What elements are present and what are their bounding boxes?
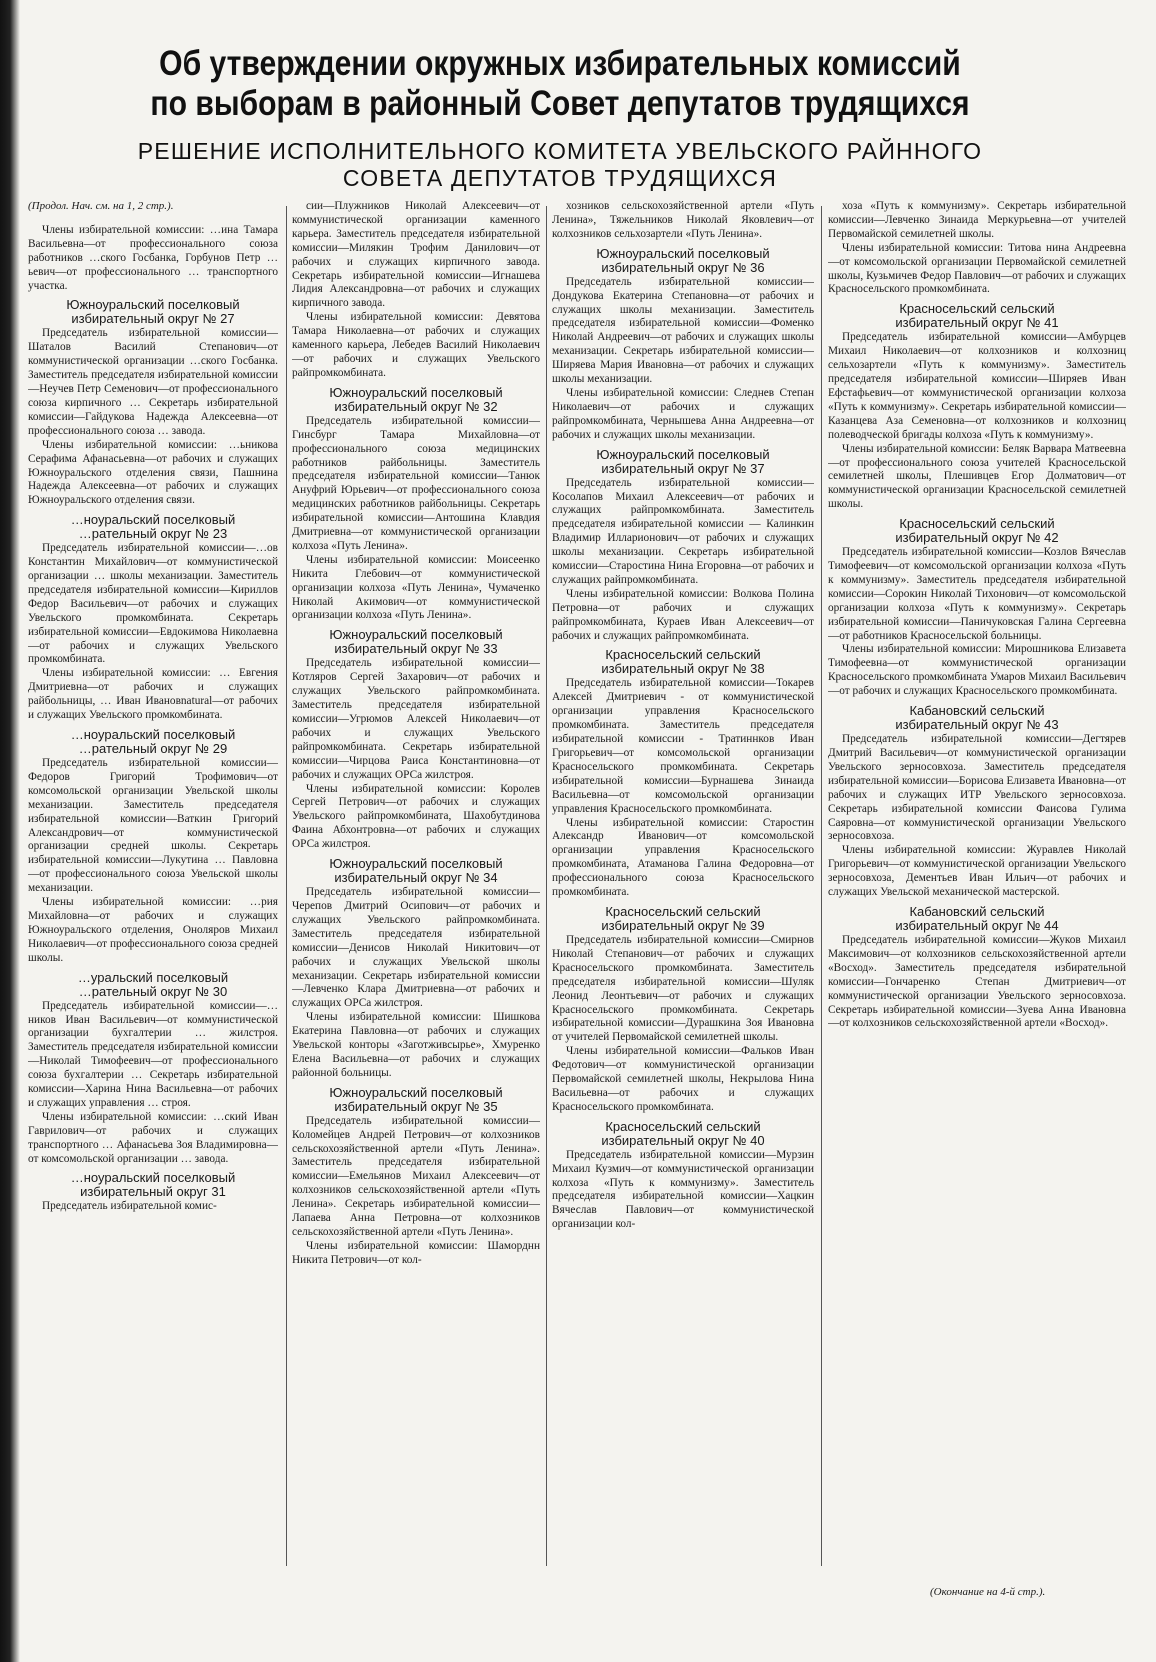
paragraph: сии—Плужников Николай Алексеевич—от коммунистической организации каменного карьера. Заместитель председателя избирательной комиссии—Милякин Трофим Данилович—от рабочих и служащих кирпичного завода. Секретарь избирательной комиссии—Игнашева Лидия Александровна—от рабочих и служащих кирпичного завода.: [292, 200, 540, 310]
paragraph: Председатель избирательной комиссии—Козлов Вячеслав Тимофеевич—от комсомольской организации колхоза «Путь к коммунизму». Заместитель председателя избирательной комиссии—Сорокин Николай Тихонович—от комсомольской организации колхоза «Путь к коммунизму». Секретарь избирательной комиссии—Паничуковская Галина Сергеевна—от работников Красносельской больницы.: [828, 546, 1126, 642]
paragraph: Председатель избирательной комиссии—Смирнов Николай Степанович—от рабочих и служащих Красносельского промкомбината. Заместитель председателя избирательной комиссии—Шуляк Леонид Леонтьевич—от рабочих и служащих Красносельского промкомбината. Секретарь избирательной комиссии—Дурашкина Зоя Ивановна от учителей Первомайской семилетней школы.: [552, 933, 814, 1044]
district-heading-line-2: избирательный округ № 40: [601, 1132, 765, 1148]
paragraph: Члены избирательной комиссии: …рия Михайловна—от рабочих и служащих Южноуральского отделения, Оноляров Михаил Николаевич—от профессионального союза средней школы.: [28, 896, 278, 964]
district-heading: [292, 857, 540, 885]
district-heading: [552, 448, 814, 476]
district-heading: [828, 517, 1126, 545]
paragraph: Члены избирательной комиссии: Старостин Александр Иванович—от комсомольской организации управления Красносельского промкомбината, Атаманова Галина Федоровна—от профессионального союза Красносельского промкомбината.: [552, 816, 814, 899]
district-heading-line-2: избирательный округ № 39: [601, 917, 765, 933]
column-rule: [821, 206, 822, 1566]
district-heading: [552, 1120, 814, 1148]
paragraph: Председатель избирательной комиссии—Мурзин Михаил Кузмич—от коммунистической организации колхоза «Путь к коммунизму». Заместитель председателя избирательной комиссии—Хацкин Вячеслав Павлович—от коммунистической организации кол-: [552, 1148, 814, 1231]
paragraph: Члены избирательной комиссии: Волкова Полина Петровна—от рабочих и служащих райпромкомбината, Кураев Иван Алексеевич—от рабочих и служащих райпромкомбината.: [552, 587, 814, 642]
headline: [130, 44, 990, 124]
continued-note: (Продол. Нач. см. на 1, 2 стр.).: [28, 200, 174, 212]
district-heading: [292, 1086, 540, 1114]
paragraph: Члены избирательной комиссии: Следнев Степан Николаевич—от рабочих и служащих райпромкомбината, Чернышева Анна Андреевна—от рабочих и служащих школы механизации.: [552, 386, 814, 441]
paragraph: Председатель избирательной комиссии—…ов Константин Михайлович—от коммунистической организации … школы механизации. Заместитель председателя избирательной комиссии—Кириллов Федор Васильевич—от рабочих и служащих Увельского промкомбината. Секретарь избирательной комиссии—Евдокимова Николаевна—от рабочих и служащих Увельского промкомбината.: [28, 542, 278, 666]
paragraph: Председатель избирательной комиссии—Жуков Михаил Максимович—от колхозников сельскохозяйственной артели «Восход». Заместитель председателя избирательной комиссии—Гончаренко Степан Дмитриевич—от коммунистической организации Увельского зерносовхоза. Секретарь избирательной комиссии—Зуева Анна Ивановна—от колхозников сельскохозяйственной артели «Восход».: [828, 933, 1126, 1030]
paragraph: Председатель избирательной комис-: [42, 1200, 217, 1213]
district-heading-line-2: избирательный округ № 34: [334, 870, 498, 886]
text-column-3: [552, 200, 814, 1590]
paragraph: Члены избирательной комиссии: Королев Сергей Петрович—от рабочих и служащих Увельского райпромкомбината, Шахобутдинова Фаина Абхонтровна—от рабочих и служащих ОРСа жилстроя.: [292, 782, 540, 851]
district-heading-line-2: …рательный округ № 29: [78, 741, 228, 756]
district-heading-line-2: избирательный округ № 33: [334, 641, 498, 657]
district-heading-line-1: Красносельский сельский: [605, 1118, 761, 1134]
district-heading-line-2: …рательный округ № 30: [78, 983, 228, 999]
district-heading: [28, 971, 278, 999]
district-heading: [28, 513, 278, 541]
paragraph: Члены избирательной комиссии: …ьникова Серафима Афанасьевна—от рабочих и служащих Южноуральского отделения связи, Пашнина Надежда Алексеевна—от рабочих и служащих Южноуральского отделения связи.: [28, 438, 278, 507]
paragraph: Члены избирательной комиссии: …ский Иван Гаврилович—от рабочих и служащих транспортного … Афанасьева Зоя Владимировна—от комсомольской организации … завода.: [28, 1110, 278, 1165]
district-heading-line-1: Красносельский сельский: [605, 903, 761, 919]
column-rule: [546, 206, 547, 1566]
district-heading-line-2: избирательный округ № 38: [601, 661, 765, 677]
paragraph: Члены избирательной комиссии: Шишкова Екатерина Павловна—от рабочих и служащих Увельской конторы «Заготживсырье», Хмуренко Елена Васильевна—от рабочих и служащих районной больницы.: [292, 1011, 540, 1079]
paragraph: Члены избирательной комиссии: Беляк Варвара Матвеевна—от профессионального союза учителей Красносельской семилетней школы, Плешивцев Егор Долматович—от коммунистической организации Красносельской семилетней школы.: [828, 442, 1126, 511]
district-heading-line-1: Кабановский сельский: [909, 903, 1045, 919]
paragraph: Члены избирательной комиссии: Мирошникова Елизавета Тимофеевна—от коммунистической организации Красносельского промкомбината Умаров Михаил Васильевич—от рабочих и служащих Красносельского промкомбината.: [828, 643, 1126, 698]
subheadline: [60, 138, 1060, 192]
paragraph: Председатель избирательной комиссии—Шаталов Василий Степанович—от коммунистической организации …ского Госбанка. Заместитель председателя избирательной комиссии—Неучев Петр Семенович—от профессионального союза кирпичного … Секретарь избирательной комиссии—Гайдукова Надежда Алексеевна—от профессионального союза … завода.: [28, 327, 278, 437]
district-heading: [552, 247, 814, 275]
paragraph: Члены избирательной комиссии: Титова нина Андреевна—от комсомольской организации Первомайской семилетней школы, Кузьмичев Федор Павлович—от рабочих и служащих Красносельского промкомбината.: [828, 241, 1126, 296]
district-heading-line-1: Красносельский сельский: [899, 516, 1055, 532]
headline-line-1: Об утверждении окружных избирательных комиссий: [159, 44, 961, 83]
district-heading-line-1: Южноуральский поселковый: [596, 446, 770, 462]
text-column-4: [828, 200, 1126, 1590]
district-heading-line-2: избирательный округ 31: [80, 1184, 226, 1200]
paragraph: Председатель избирательной комиссии—Котляров Сергей Захарович—от рабочих и служащих Увельского райпромкомбината. Заместитель председателя избирательной комиссии—Угрюмов Алексей Николаевич—от рабочих и служащих Увельского райпромкомбината. Секретарь избирательной комиссии—Чирцова Раиса Константиновна—от рабочих и служащих ОРСа жилстроя.: [292, 657, 540, 781]
paragraph: Члены избирательной комиссии: Моисеенко Никита Глебович—от коммунистической организации колхоза «Путь Ленина», Чумаченко Николай Акимович—от коммунистической организации колхоза «Путь Ленина».: [292, 553, 540, 622]
text-column-1: [28, 200, 278, 1662]
ending-note: (Окончание на 4-й стр.).: [930, 1586, 1046, 1598]
district-heading: [552, 648, 814, 676]
district-heading-line-2: избирательный округ № 42: [895, 530, 1059, 546]
district-heading-line-2: избирательный округ № 37: [601, 460, 765, 476]
district-heading: [292, 386, 540, 414]
district-heading-line-2: избирательный округ № 41: [895, 315, 1059, 331]
district-heading: [828, 905, 1126, 933]
district-heading-line-2: избирательный округ № 43: [895, 717, 1059, 733]
scan-edge-shadow: [0, 0, 20, 1662]
district-heading: [28, 298, 278, 326]
paragraph: Члены избирательной комиссии: Девятова Тамара Николаевна—от рабочих и служащих каменного карьера, Лебедев Василий Николаевич—от рабочих и служащих Увельского райпромкомбината.: [292, 311, 540, 379]
district-heading-line-1: …ноуральский поселковый: [70, 727, 236, 742]
district-heading-line-2: избирательный округ № 32: [334, 398, 498, 414]
paragraph: Председатель избирательной комиссии—Дегтярев Дмитрий Васильевич—от коммунистической организации Увельского зерносовхоза. Заместитель председателя избирательной комиссии—Борисова Елизавета Ивановна—от рабочих и служащих ИТР Увельского зерносовхоза. Секретарь избирательной комиссии Фаисова Гулима Саяровна—от коммунистической организации Увельского зерносовхоза.: [828, 733, 1126, 843]
paragraph: Председатель избирательной комиссии—Дондукова Екатерина Степановна—от рабочих и служащих школы механизации. Заместитель председателя избирательной комиссии—Фоменко Николай Андреевич—от рабочих и служащих школы механизации. Секретарь избирательной комиссии—Ширяева Мария Ивановна—от рабочих и служащих школы механизации.: [552, 275, 814, 386]
district-heading: [28, 728, 278, 756]
text-column-2: [292, 200, 540, 1590]
district-heading: [828, 302, 1126, 330]
district-heading-line-1: …уральский поселковый: [77, 969, 229, 985]
district-heading: [828, 704, 1126, 732]
paragraph: Члены избирательной комиссии: Шаморднн Никита Петрович—от кол-: [292, 1239, 540, 1266]
district-heading-line-1: Южноуральский поселковый: [66, 297, 240, 313]
district-heading-line-1: Южноуральский поселковый: [596, 245, 770, 261]
district-heading-line-2: избирательный округ № 35: [334, 1098, 498, 1114]
paragraph: хоза «Путь к коммунизму». Секретарь избирательной комиссии—Левченко Зинаида Меркурьевна—от учителей Первомайской семилетней школы.: [828, 200, 1126, 240]
subheadline-line-2: СОВЕТА ДЕПУТАТОВ ТРУДЯЩИХСЯ: [342, 165, 778, 191]
district-heading-line-1: …ноуральский поселковый: [70, 1170, 236, 1186]
district-heading-line-1: Южноуральский поселковый: [329, 1084, 503, 1100]
district-heading-line-1: Южноуральский поселковый: [329, 856, 503, 872]
headline-line-2: по выборам в районный Совет депутатов трудящихся: [150, 84, 970, 123]
district-heading: [28, 1171, 278, 1199]
paragraph: Председатель избирательной комиссии—Токарев Алексей Дмитриевич - от коммунистической организации управления Красносельского промкомбината. Заместитель председателя избирательной комиссии - Тратиннков Иван Григорьевич—от комсомольской организации Красносельского промкомбината. Секретарь избирательной комиссии—Бурнашева Зинаида Васильевна—от комсомольской организации управления Красносельского промкомбината.: [552, 677, 814, 815]
paragraph: Члены избирательной комиссии: Журавлев Николай Григорьевич—от коммунистической организации Увельского зерносовхоза, Дементьев Иван Ильич—от рабочих и служащих Увельской механической мастерской.: [828, 844, 1126, 899]
district-heading-line-1: Красносельский сельский: [899, 301, 1055, 317]
paragraph: Председатель избирательной комиссии—Гинсбург Тамара Михайловна—от профессионального союза медицинских работников райбольницы. Заместитель председателя избирательной комиссии—Танюк Ануфрий Юрьевич—от профессионального союза медицинских работников райбольницы. Секретарь избирательной комиссии—Антошина Клавдия Дмитриевна—от коммунистической организации колхоза «Путь Ленина».: [292, 414, 540, 552]
district-heading-line-2: избирательный округ № 44: [895, 917, 1059, 933]
paragraph: Председатель избирательной комиссии—Черепов Дмитрий Осипович—от рабочих и служащих Увельского райпромкомбината. Заместитель председателя избирательной комиссии—Денисов Николай Никитович—от рабочих и служащих Увельской школы механизации. Секретарь избирательной комиссии—Левченко Клара Дмитриевна—от рабочих и служащих ОРСа жилстроя.: [292, 886, 540, 1010]
district-heading-line-1: Кабановский сельский: [909, 703, 1045, 719]
paragraph: Члены избирательной комиссии: … Евгения Дмитриевна—от рабочих и служащих райбольницы, … Иван Ивановnatural—от рабочих и служащих Увельского промкомбината.: [28, 667, 278, 722]
district-heading-line-1: Южноуральский поселковый: [329, 384, 503, 400]
district-heading-line-2: избирательный округ № 36: [601, 259, 765, 275]
subheadline-line-1: РЕШЕНИЕ ИСПОЛНИТЕЛЬНОГО КОМИТЕТА УВЕЛЬСКОГО РАЙННОГО: [137, 138, 983, 164]
district-heading-line-1: …ноуральский поселковый: [70, 512, 236, 528]
district-heading-line-2: избирательный округ № 27: [71, 311, 235, 327]
paragraph: Члены избирательной комиссии—Фальков Иван Федотович—от коммунистической организации Первомайской семилетней школы, Некрылова Нина Васильевна—от рабочих и служащих Красносельского промкомбината.: [552, 1045, 814, 1113]
district-heading-line-1: Южноуральский поселковый: [329, 627, 503, 643]
district-heading: [552, 905, 814, 933]
district-heading: [292, 628, 540, 656]
paragraph: Члены избирательной комиссии: …ина Тамара Васильевна—от профессионального союза работников …ского Госбанка, Горбунов Петр …ьевич—от профессионального … транспортного участка.: [28, 223, 278, 292]
district-heading-line-2: …рательный округ № 23: [78, 526, 228, 542]
district-heading-line-1: Красносельский сельский: [605, 647, 761, 663]
paragraph: Председатель избирательной комиссии—Коломейцев Андрей Петрович—от колхозников сельскохозяйственной артели «Путь Ленина». Заместитель председателя избирательной комиссии—Емельянов Михаил Алексеевич—от колхозников сельскохозяйственной артели «Путь Ленина». Секретарь избирательной комиссии—Лапаева Анна Петровна—от колхозников сельскохозяйственной артели «Путь Ленина».: [292, 1114, 540, 1238]
paragraph: Председатель избирательной комиссии—Федоров Григорий Трофимович—от комсомольской организации Увельской школы механизации. Заместитель председателя избирательной комиссии—Ваткин Григорий Александрович—от коммунистической организации средней школы. Секретарь избирательной комиссии—Лукутина … Павловна—от профессионального союза Увельской школы механизации.: [28, 757, 278, 895]
paragraph: Председатель избирательной комиссии—Косолапов Михаил Алексеевич—от рабочих и служащих райпромкомбината. Заместитель председателя избирательной комиссии — Калинкин Владимир Илларионович—от рабочих и служащих школы механизации. Секретарь избирательной комиссии—Старостина Нина Егоровна—от рабочих и служащих райпромкомбината.: [552, 476, 814, 586]
paragraph: Председатель избирательной комиссии—Амбурцев Михаил Николаевич—от колхозников и колхозниц сельхозартели «Путь к коммунизму». Заместитель председателя избирательной комиссии—Ширяев Иван Ефстафьевич—от коммунистической организации колхоза «Путь к коммунизму». Секретарь избирательной комиссии—Казанцева Аза Семеновна—от колхозников и колхозниц полеводческой бригады колхоза «Путь к коммунизму».: [828, 331, 1126, 441]
paragraph: хозников сельскохозяйственной артели «Путь Ленина», Тяжельников Николай Яковлевич—от колхозников сельхозартели «Путь Ленина».: [552, 200, 814, 240]
paragraph: Председатель избирательной комиссии—…ников Иван Васильевич—от коммунистической организации бухгалтерии … жилстроя. Заместитель председателя избирательной комиссии—Николай Тимофеевич—от профессионального союза бухгалтерии … Секретарь избирательной комиссии—Харина Нина Васильевна—от рабочих и служащих управления … строя.: [28, 999, 278, 1109]
column-rule: [286, 206, 287, 1566]
